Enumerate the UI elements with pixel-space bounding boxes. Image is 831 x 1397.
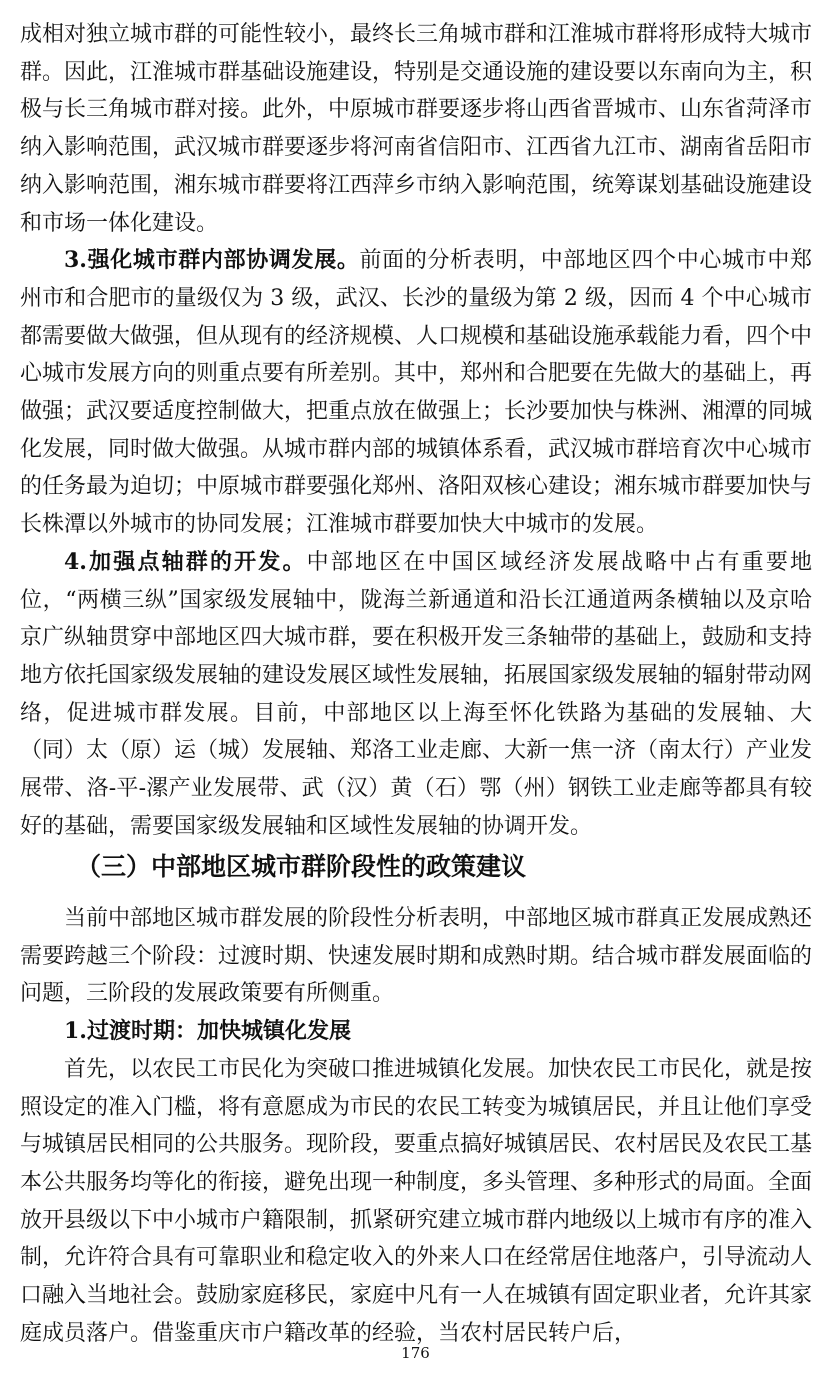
body-block-upper: [20, 16, 812, 845]
section-heading: （三）中部地区城市群阶段性的政策建议: [76, 852, 527, 881]
paragraph-3-lead: 4.加强点轴群的开发。: [64, 548, 307, 575]
paragraph-5: 首先，以农民工市民化为突破口推进城镇化发展。加快农民工市民化，就是按照设定的准入门槛，将有意愿成为市民的农民工转变为城镇居民，并且让他们享受与城镇居民相同的公共服务。现阶段，要重点搞好城镇居民、农村居民及农民工基本公共服务均等化的衔接，避免出现一种制度，多头管理、多种形式的局面。全面放开县级以下中小城市户籍限制，抓紧研究建立城市群内地级以上城市有序的准入制，允许符合具有可靠职业和稳定收入的外来人口在经常居住地落户，引导流动人口融入当地社会。鼓励家庭移民，家庭中凡有一人在城镇有固定职业者，允许其家庭成员落户。借鉴重庆市户籍改革的经验，当农村居民转户后，: [20, 1056, 813, 1346]
body-block-lower: [20, 900, 812, 1352]
sub-heading: 1.过渡时期：加快城镇化发展: [64, 1018, 351, 1045]
paragraph-2-lead: 3.强化城市群内部协调发展。: [64, 247, 360, 274]
paragraph-3: [20, 544, 812, 846]
paragraph-2-text: 前面的分析表明，中部地区四个中心城市中郑州市和合肥市的量级仅为 3 级，武汉、长沙的量级为第 2 级，因而 4 个中心城市都需要做大做强，但从现有的经济规模、人口规模和基础设施承载能力看，四个中心城市发展方向的则重点要有所差别。其中，郑州和合肥要在先做大的基础上，再做强；武汉要适度控制做大，把重点放在做强上；长沙要加快与株洲、湘潭的同城化发展，同时做大做强。从城市群内部的城镇体系看，武汉城市群培育次中心城市的任务最为迫切；中原城市群要强化郑州、洛阳双核心建设；湘东城市群要加快与长株潭以外城市的协同发展；江淮城市群要加快大中城市的发展。: [20, 248, 813, 538]
paragraph-1: 成相对独立城市群的可能性较小，最终长三角城市群和江淮城市群将形成特大城市群。因此，江淮城市群基础设施建设，特别是交通设施的建设要以东南向为主，积极与长三角城市群对接。此外，中原城市群要逐步将山西省晋城市、山东省菏泽市纳入影响范围，武汉城市群要逐步将河南省信阳市、江西省九江市、湖南省岳阳市纳入影响范围，湘东城市群要将江西萍乡市纳入影响范围，统筹谋划基础设施建设和市场一体化建设。: [20, 22, 813, 236]
paragraph-4: 当前中部地区城市群发展的阶段性分析表明，中部地区城市群真正发展成熟还需要跨越三个阶段：过渡时期、快速发展时期和成熟时期。结合城市群发展面临的问题，三阶段的发展政策要有所侧重。: [20, 906, 813, 1007]
page-number: 176: [401, 1344, 430, 1362]
paragraph-3-text: 中部地区在中国区域经济发展战略中占有重要地位，“两横三纵”国家级发展轴中，陇海兰新通道和沿长江通道两条横轴以及京哈京广纵轴贯穿中部地区四大城市群，要在积极开发三条轴带的基础上，鼓励和支持地方依托国家级发展轴的建设发展区域性发展轴，拓展国家级发展轴的辐射带动网络，促进城市群发展。目前，中部地区以上海至怀化铁路为基础的发展轴、大（同）太（原）运（城）发展轴、郑洛工业走廊、大新一焦一济（南太行）产业发展带、洛-平-漯产业发展带、武（汉）黄（石）鄂（州）钢铁工业走廊等都具有较好的基础，需要国家级发展轴和区域性发展轴的协调开发。: [20, 549, 813, 839]
paragraph-2: [20, 242, 812, 544]
